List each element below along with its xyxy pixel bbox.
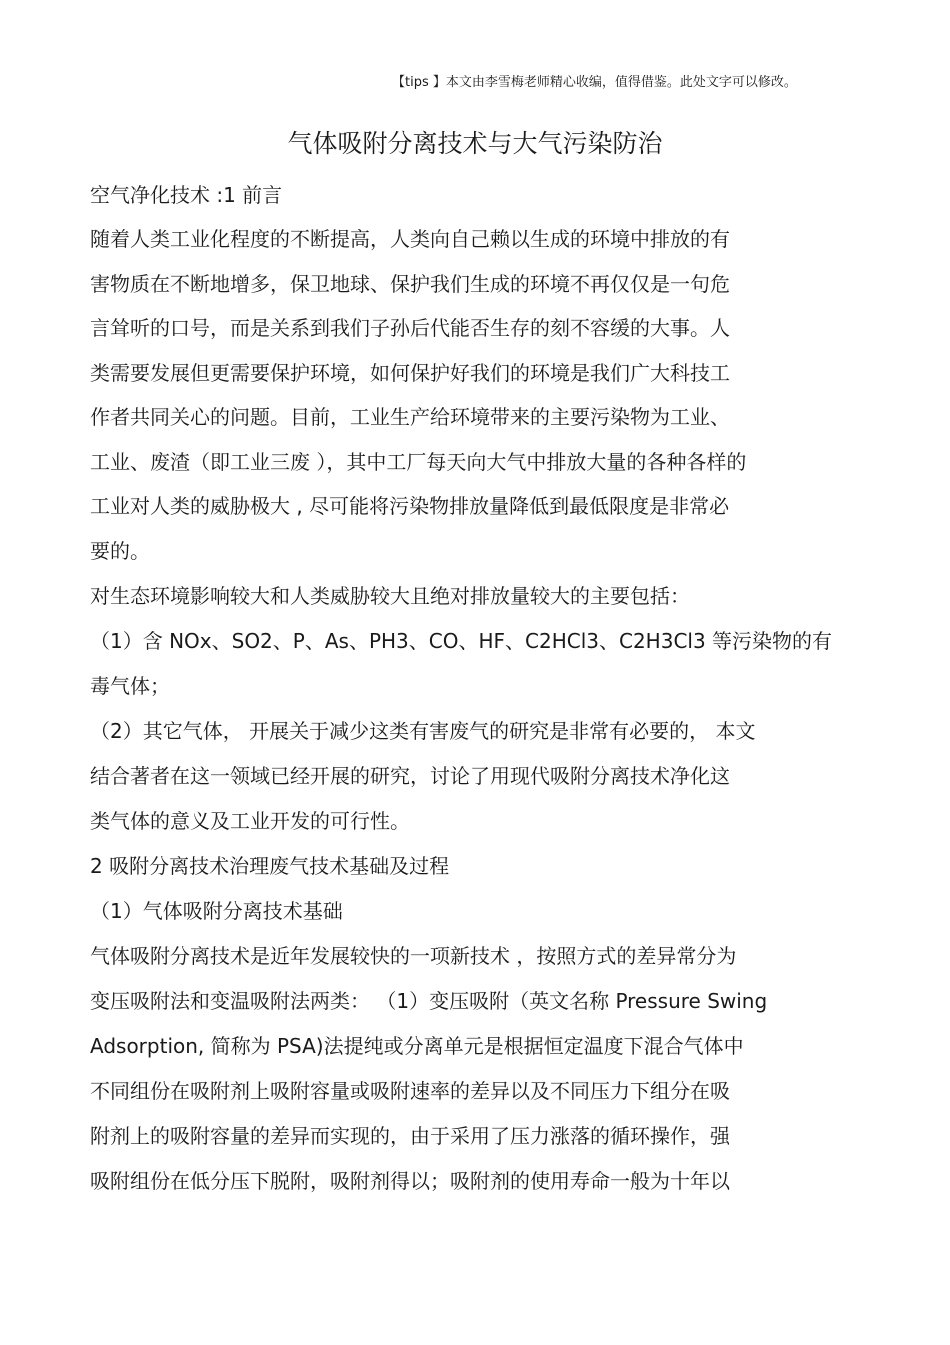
section-heading: 2 吸附分离技术治理废气技术基础及过程 (90, 854, 450, 878)
text-line: 害物质在不断地增多，保卫地球、保护我们生成的环境不再仅仅是一句危 (90, 272, 730, 296)
text-line: 言耸听的口号，而是关系到我们子孙后代能否生存的刻不容缓的大事。人 (90, 316, 730, 340)
text-line: 不同组份在吸附剂上吸附容量或吸附速率的差异以及不同压力下组分在吸 (90, 1079, 730, 1103)
text-line: 空气净化技术 :1 前言 (90, 183, 283, 207)
text-line: 附剂上的吸附容量的差异而实现的，由于采用了压力涨落的循环操作，强 (90, 1124, 730, 1148)
text-line: （1）含 NOx、SO2、P、As、PH3、CO、HF、C2HCl3、C2H3Cl3 等污染物的有 (90, 629, 833, 653)
text-line: 工业、废渣（即工业三废 ），其中工厂每天向大气中排放大量的各种各样的 (90, 450, 747, 474)
subsection-heading: （1）气体吸附分离技术基础 (90, 899, 343, 923)
tips-header: 【tips 】本文由李雪梅老师精心收编，值得借鉴。此处文字可以修改。 (392, 75, 797, 90)
text-line: 吸附组份在低分压下脱附，吸附剂得以；吸附剂的使用寿命一般为十年以 (90, 1169, 730, 1193)
text-line: 毒气体； (90, 674, 170, 698)
text-line: 结合著者在这一领域已经开展的研究，讨论了用现代吸附分离技术净化这 (90, 764, 730, 788)
text-line: 对生态环境影响较大和人类威胁较大且绝对排放量较大的主要包括： (90, 584, 690, 608)
text-line: 随着人类工业化程度的不断提高，人类向自己赖以生成的环境中排放的有 (90, 227, 730, 251)
text-line: 工业对人类的威胁极大 , 尽可能将污染物排放量降低到最低限度是非常必 (90, 494, 730, 518)
text-line: 作者共同关心的问题。目前，工业生产给环境带来的主要污染物为工业、 (90, 405, 730, 429)
text-line: 类气体的意义及工业开发的可行性。 (90, 809, 410, 833)
text-line: 气体吸附分离技术是近年发展较快的一项新技术 ，按照方式的差异常分为 (90, 944, 737, 968)
text-line: 要的。 (90, 539, 150, 563)
text-line: 类需要发展但更需要保护环境，如何保护好我们的环境是我们广大科技工 (90, 361, 730, 385)
text-line: Adsorption, 简称为 PSA)法提纯或分离单元是根据恒定温度下混合气体中 (90, 1034, 744, 1058)
document-title: 气体吸附分离技术与大气污染防治 (287, 129, 663, 158)
text-line: 变压吸附法和变温吸附法两类： （1）变压吸附（英文名称 Pressure Swing (90, 989, 768, 1013)
text-line: （2）其它气体， 开展关于减少这类有害废气的研究是非常有必要的， 本文 (90, 719, 756, 743)
